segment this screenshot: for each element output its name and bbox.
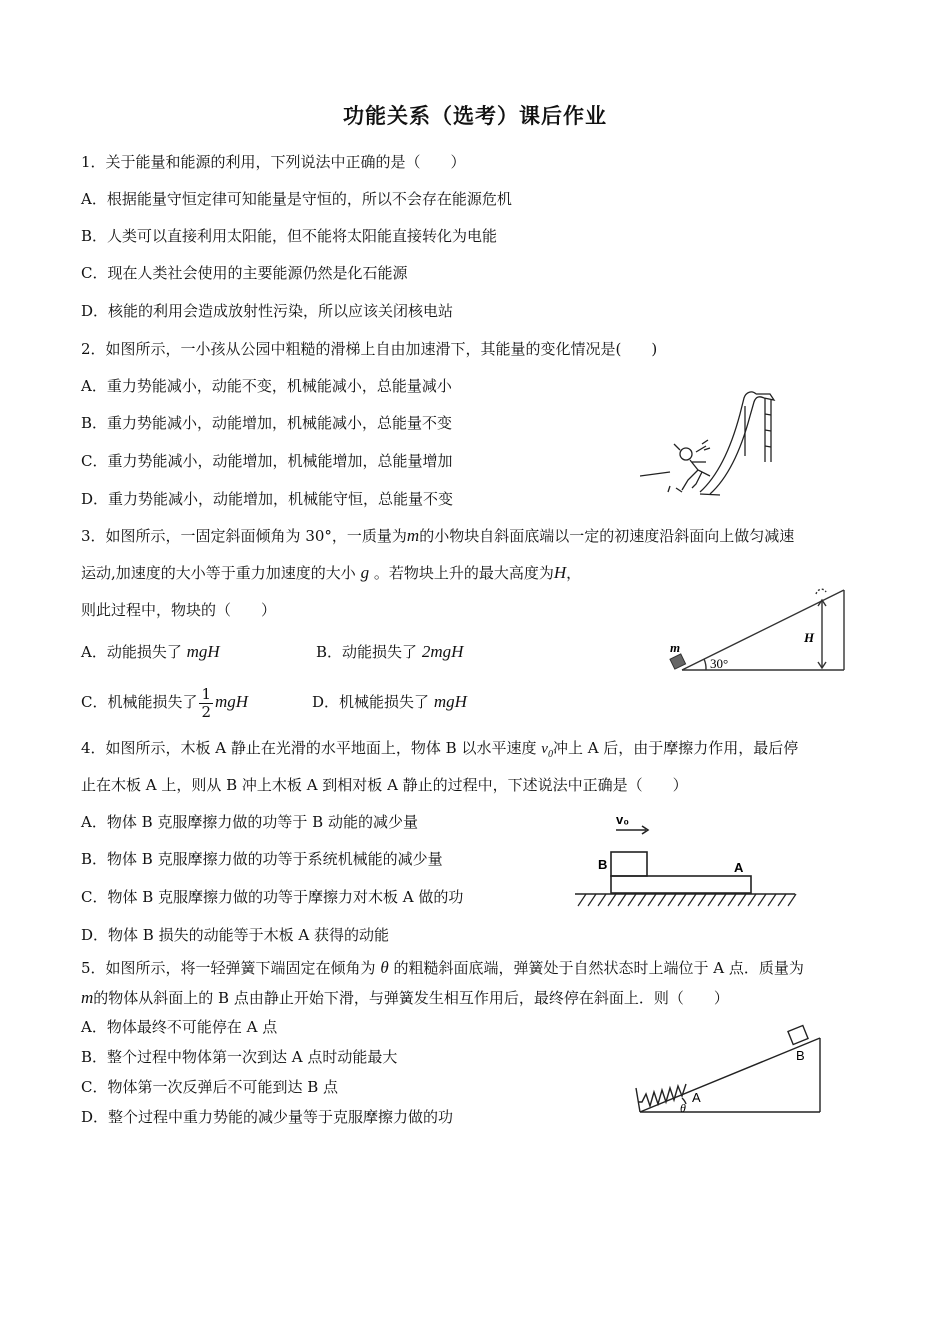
q2-option-a: A．重力势能减小，动能不变，机械能减小，总能量减小 [81,377,452,395]
q5-stem2: 的物体从斜面上的 B 点由静止开始下滑，与弹簧发生相互作用后，最终停在斜面上．则（ ） [93,989,729,1007]
q3-option-b-expr: 2mgH [421,642,464,661]
q2-option-b: B．重力势能减小，动能增加，机械能减小，总能量不变 [81,414,453,432]
q4-stem1-a: 4．如图所示，木板 A 静止在光滑的水平地面上，物体 B 以水平速度 [81,739,537,757]
q3-option-c [81,680,248,724]
fig-label-a: A [734,860,744,875]
q3-option-a [81,642,220,662]
page-title: 功能关系（选考）课后作业 [343,104,607,128]
fig-label-h: H [804,630,815,645]
q4-var-v [541,741,553,760]
ground-hatching [578,894,796,906]
q3-var-g: g [360,563,370,582]
q3-stem1-a: 3．如图所示，一固定斜面倾角为 30°，一质量为 [81,527,407,545]
q1-option-d: D．核能的利用会造成放射性污染，所以应该关闭核电站 [81,302,454,320]
q4-var-v-letter: v [541,741,548,757]
board-figure [570,808,800,913]
q3-stem2-a: 运动,加速度的大小等于重力加速度的大小 [81,564,356,582]
q1-option-c: C．现在人类社会使用的主要能源仍然是化石能源 [81,264,408,282]
block-m [670,654,686,669]
incline-figure [660,584,850,676]
q5-stem-line2 [81,988,729,1008]
q4-stem-line2: 止在木板 A 上，则从 B 冲上木板 A 到相对板 A 静止的过程中，下述说法中正确是（ ） [81,776,688,794]
q1-stem: 1．关于能量和能源的利用，下列说法中正确的是（ ） [81,153,466,171]
q3-option-c-fraction [199,686,213,721]
q3-option-d-expr: mgH [433,692,467,711]
fig-label-theta: θ [680,1101,686,1115]
q3-option-b-text: B．动能损失了 [316,643,418,661]
q3-var-m: m [406,526,420,545]
q3-stem-line3: 则此过程中，物块的（ ） [81,601,277,619]
q4-stem-line1 [81,738,798,765]
q3-stem-line1 [81,526,794,546]
q5-option-d: D．整个过程中重力势能的减少量等于克服摩擦力做的功 [81,1108,454,1126]
q5-stem1-a: 5．如图所示，将一轻弹簧下端固定在倾角为 [81,959,376,977]
q4-option-d: D．物体 B 损失的动能等于木板 A 获得的动能 [81,926,389,944]
q3-option-d [312,692,467,712]
q3-option-c-expr: mgH [215,692,249,711]
q4-option-c: C．物体 B 克服摩擦力做的功等于摩擦力对木板 A 做的功 [81,888,464,906]
spring-incline-figure [630,1020,830,1116]
fig-label-m: m [670,640,681,655]
q2-option-c: C．重力势能减小，动能增加，机械能增加，总能量增加 [81,452,453,470]
q2-stem: 2．如图所示，一小孩从公园中粗糙的滑梯上自由加速滑下，其能量的变化情况是( ) [81,340,658,358]
q3-option-d-text: D．机械能损失了 [312,693,430,711]
q3-option-a-text: A．动能损失了 [81,643,182,661]
q5-option-b: B．整个过程中物体第一次到达 A 点时动能最大 [81,1048,398,1066]
q5-var-theta: θ [380,958,389,977]
q5-option-a: A．物体最终不可能停在 A 点 [81,1018,278,1036]
fraction-denominator: 2 [201,702,212,721]
q3-stem-line2 [81,563,581,583]
fig-label-v0: v₀ [616,812,630,827]
q2-option-d: D．重力势能减小，动能增加，机械能守恒，总能量不变 [81,490,454,508]
q4-var-v-sub: 0 [547,749,553,760]
fig-label-angle: 30° [710,656,729,671]
block-m [788,1026,808,1045]
q3-option-b [316,642,463,662]
slide-figure [640,384,785,499]
q3-stem1-b: 的小物块自斜面底端以一定的初速度沿斜面向上做匀减速 [419,527,795,545]
q4-option-b: B．物体 B 克服摩擦力做的功等于系统机械能的减少量 [81,850,443,868]
q3-stem2-c: ， [566,564,582,582]
q5-stem-line1 [81,958,804,978]
q3-option-a-expr: mgH [186,642,220,661]
q1-option-a: A．根据能量守恒定律可知能量是守恒的，所以不会存在能源危机 [81,190,512,208]
q4-stem1-b: 冲上 A 后，由于摩擦力作用，最后停 [552,739,799,757]
q3-var-h: H [553,563,567,582]
q3-stem2-b: 。若物块上升的最大高度为 [373,564,554,582]
q3-option-c-text: C．机械能损失了 [81,693,198,711]
fig-label-a: A [692,1090,701,1105]
fig-label-b: B [796,1048,805,1063]
q5-var-m: m [81,988,94,1007]
fig-label-b: B [598,857,608,872]
q5-option-c: C．物体第一次反弹后不可能到达 B 点 [81,1078,339,1096]
fraction-numerator: 1 [201,684,212,703]
q5-stem1-b: 的粗糙斜面底端，弹簧处于自然状态时上端位于 A 点．质量为 [393,959,804,977]
q4-option-a: A．物体 B 克服摩擦力做的功等于 B 动能的减少量 [81,813,418,831]
q1-option-b: B．人类可以直接利用太阳能，但不能将太阳能直接转化为电能 [81,227,498,245]
